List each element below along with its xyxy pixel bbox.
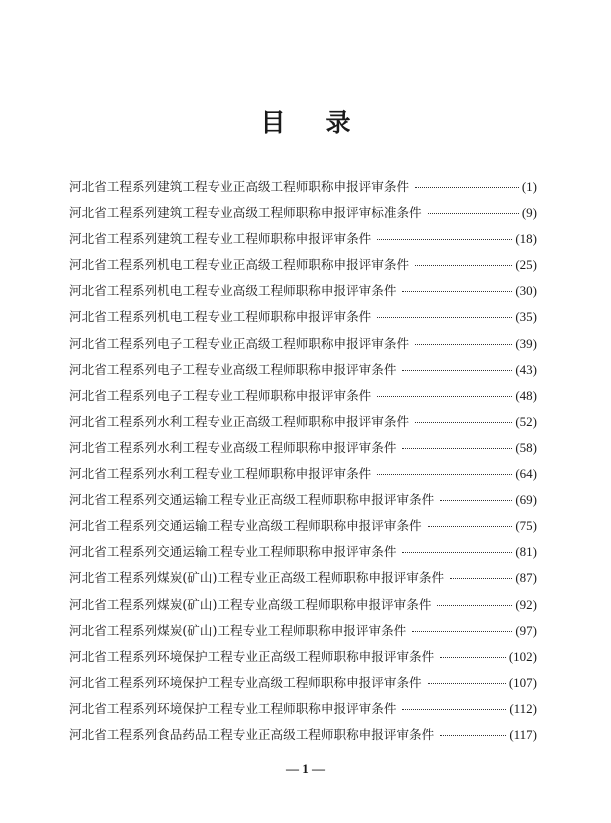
toc-entry-page: (58) xyxy=(515,439,537,455)
dot-leader xyxy=(377,239,512,240)
dot-leader xyxy=(377,396,512,397)
toc-entry[interactable] xyxy=(69,618,537,644)
toc-entry[interactable] xyxy=(69,565,537,591)
dot-leader xyxy=(402,370,512,371)
toc-entry-page: (25) xyxy=(515,257,537,273)
toc-entry-page: (112) xyxy=(509,700,537,716)
toc-entry[interactable] xyxy=(69,487,537,513)
toc-entry[interactable] xyxy=(69,409,537,435)
dot-leader xyxy=(440,735,506,736)
toc-entry-title: 河北省工程系列交通运输工程专业高级工程师职称申报评审条件 xyxy=(69,518,422,534)
toc-entry[interactable] xyxy=(69,592,537,618)
toc-entry-page: (92) xyxy=(515,596,537,612)
toc-entry-page: (9) xyxy=(521,205,537,221)
dot-leader xyxy=(402,709,506,710)
toc-entry-title: 河北省工程系列电子工程专业正高级工程师职称申报评审条件 xyxy=(69,335,410,351)
toc-entry-page: (97) xyxy=(515,622,537,638)
toc-entry[interactable] xyxy=(69,304,537,330)
toc-entry[interactable] xyxy=(69,331,537,357)
toc-entry[interactable] xyxy=(69,513,537,539)
toc-entry[interactable] xyxy=(69,226,537,252)
page-number: — 1 — xyxy=(286,761,325,776)
toc-entry-title: 河北省工程系列水利工程专业正高级工程师职称申报评审条件 xyxy=(69,413,410,429)
dot-leader xyxy=(402,552,512,553)
toc-entry[interactable] xyxy=(69,644,537,670)
toc-entry[interactable] xyxy=(69,670,537,696)
toc-entry-title: 河北省工程系列机电工程专业高级工程师职称申报评审条件 xyxy=(69,283,397,299)
dot-leader xyxy=(412,631,512,632)
toc-entry-title: 河北省工程系列机电工程专业正高级工程师职称申报评审条件 xyxy=(69,257,410,273)
table-of-contents xyxy=(69,174,537,748)
toc-entry-page: (48) xyxy=(515,387,537,403)
dot-leader xyxy=(377,474,512,475)
page-title-char-2: 录 xyxy=(325,108,351,137)
toc-entry-title: 河北省工程系列环境保护工程专业工程师职称申报评审条件 xyxy=(69,700,397,716)
toc-entry-page: (117) xyxy=(509,726,537,742)
toc-entry[interactable] xyxy=(69,722,537,748)
toc-entry-page: (75) xyxy=(515,518,537,534)
dot-leader xyxy=(402,291,512,292)
toc-entry-title: 河北省工程系列建筑工程专业高级工程师职称申报评审标准条件 xyxy=(69,205,422,221)
dot-leader xyxy=(437,605,512,606)
toc-entry-title: 河北省工程系列机电工程专业工程师职称申报评审条件 xyxy=(69,309,372,325)
dot-leader xyxy=(415,187,519,188)
dot-leader xyxy=(415,344,512,345)
page-title xyxy=(0,108,611,138)
toc-entry[interactable] xyxy=(69,278,537,304)
toc-entry[interactable] xyxy=(69,357,537,383)
toc-entry-title: 河北省工程系列水利工程专业工程师职称申报评审条件 xyxy=(69,466,372,482)
toc-entry-title: 河北省工程系列交通运输工程专业工程师职称申报评审条件 xyxy=(69,544,397,560)
toc-entry[interactable] xyxy=(69,383,537,409)
toc-entry[interactable] xyxy=(69,539,537,565)
dot-leader xyxy=(428,526,513,527)
toc-entry-title: 河北省工程系列交通运输工程专业正高级工程师职称申报评审条件 xyxy=(69,492,435,508)
toc-entry-title: 河北省工程系列建筑工程专业工程师职称申报评审条件 xyxy=(69,231,372,247)
toc-entry[interactable] xyxy=(69,461,537,487)
toc-entry-title: 河北省工程系列煤炭(矿山)工程专业正高级工程师职称申报评审条件 xyxy=(69,570,445,586)
toc-entry-page: (18) xyxy=(515,231,537,247)
dot-leader xyxy=(440,500,512,501)
toc-entry-title: 河北省工程系列食品药品工程专业正高级工程师职称申报评审条件 xyxy=(69,726,435,742)
toc-entry-page: (87) xyxy=(515,570,537,586)
toc-entry-title: 河北省工程系列煤炭(矿山)工程专业高级工程师职称申报评审条件 xyxy=(69,596,432,612)
toc-entry[interactable] xyxy=(69,696,537,722)
toc-entry-page: (107) xyxy=(508,674,537,690)
dot-leader xyxy=(415,265,512,266)
toc-entry-page: (35) xyxy=(515,309,537,325)
toc-entry-title: 河北省工程系列电子工程专业工程师职称申报评审条件 xyxy=(69,387,372,403)
toc-entry-title: 河北省工程系列环境保护工程专业正高级工程师职称申报评审条件 xyxy=(69,648,435,664)
toc-entry[interactable] xyxy=(69,174,537,200)
toc-entry-title: 河北省工程系列环境保护工程专业高级工程师职称申报评审条件 xyxy=(69,674,422,690)
toc-entry-page: (69) xyxy=(515,492,537,508)
dot-leader xyxy=(428,683,506,684)
toc-entry[interactable] xyxy=(69,200,537,226)
toc-entry-title: 河北省工程系列水利工程专业高级工程师职称申报评审条件 xyxy=(69,439,397,455)
toc-entry-page: (1) xyxy=(521,179,537,194)
toc-entry-title: 河北省工程系列建筑工程专业正高级工程师职称申报评审条件 xyxy=(69,179,410,194)
toc-entry-page: (30) xyxy=(515,283,537,299)
dot-leader xyxy=(377,317,512,318)
toc-entry-title: 河北省工程系列电子工程专业高级工程师职称申报评审条件 xyxy=(69,361,397,377)
dot-leader xyxy=(402,448,512,449)
toc-entry-page: (64) xyxy=(515,466,537,482)
dot-leader xyxy=(450,578,512,579)
toc-entry-page: (43) xyxy=(515,361,537,377)
toc-entry-page: (52) xyxy=(515,413,537,429)
dot-leader xyxy=(440,657,506,658)
toc-entry-title: 河北省工程系列煤炭(矿山)工程专业工程师职称申报评审条件 xyxy=(69,622,407,638)
toc-entry-page: (81) xyxy=(515,544,537,560)
toc-entry[interactable] xyxy=(69,252,537,278)
toc-entry-page: (39) xyxy=(515,335,537,351)
page-title-char-1: 目 xyxy=(260,108,286,137)
dot-leader xyxy=(415,422,512,423)
dot-leader xyxy=(428,213,519,214)
toc-entry[interactable] xyxy=(69,435,537,461)
toc-entry-page: (102) xyxy=(508,648,537,664)
